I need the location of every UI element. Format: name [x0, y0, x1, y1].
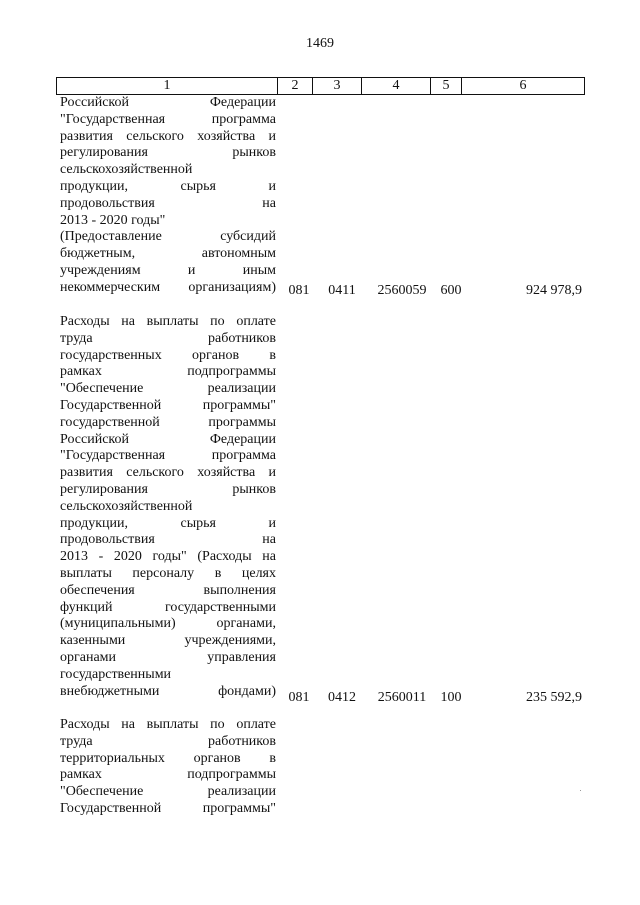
description-line: продовольствия на [60, 195, 276, 211]
description-line: развития сельского хозяйства и [60, 465, 276, 481]
scan-speck [580, 790, 581, 791]
description-line: продукции, сырья и [60, 515, 276, 531]
description-line: Российской Федерации [60, 431, 276, 447]
section-code: 0412 [328, 690, 356, 705]
description-line: "Обеспечение реализации [60, 784, 276, 800]
description-line: государственных органов в [60, 347, 276, 363]
section-code: 0411 [328, 283, 356, 298]
description-line: (Предоставление субсидий [60, 229, 276, 245]
page-number: 1469 [306, 36, 334, 51]
description-line: сельскохозяйственной [60, 162, 193, 178]
expense-type-code: 600 [440, 283, 462, 298]
column-header-5: 5 [431, 78, 462, 95]
description-line: Государственной программы" [60, 800, 276, 816]
description-line: бюджетным, автономным [60, 246, 276, 262]
target-article-code: 2560059 [377, 283, 427, 298]
row-description [60, 717, 276, 818]
description-line: рамках подпрограммы [60, 767, 276, 783]
target-article-code: 2560011 [377, 690, 427, 705]
description-line: продукции, сырья и [60, 178, 276, 194]
description-line: государственной программы [60, 414, 276, 430]
column-header-6: 6 [462, 78, 585, 95]
column-header-row [56, 77, 585, 95]
description-line: регулирования рынков [60, 481, 276, 497]
description-line: органами управления [60, 649, 276, 665]
column-header-2: 2 [278, 78, 313, 95]
glava-code: 081 [288, 690, 310, 705]
description-line: государственными [60, 666, 172, 682]
description-line: некоммерческим организациям) [60, 279, 276, 295]
description-line: регулирования рынков [60, 145, 276, 161]
description-line: территориальных органов в [60, 750, 276, 766]
description-line: "Обеспечение реализации [60, 381, 276, 397]
column-header-1: 1 [57, 78, 278, 95]
row-description [60, 314, 276, 700]
description-line: 2013 - 2020 годы" [60, 212, 166, 228]
description-line: обеспечения выполнения [60, 582, 276, 598]
description-line: Российской Федерации [60, 95, 276, 110]
description-line: "Государственная программа [60, 111, 276, 127]
row-description [60, 95, 276, 297]
description-line: функций государственными [60, 599, 276, 615]
expense-type-code: 100 [440, 690, 462, 705]
description-line: труда работников [60, 733, 276, 749]
description-line: Расходы на выплаты по оплате [60, 314, 276, 329]
amount: 235 592,9 [526, 690, 582, 705]
description-line: 2013 - 2020 годы" (Расходы на [60, 549, 276, 565]
glava-code: 081 [288, 283, 310, 298]
description-line: сельскохозяйственной [60, 498, 193, 514]
description-line: продовольствия на [60, 532, 276, 548]
description-line: Расходы на выплаты по оплате [60, 717, 276, 732]
description-line: внебюджетными фондами) [60, 683, 276, 699]
description-line: рамках подпрограммы [60, 364, 276, 380]
description-line: Государственной программы" [60, 397, 276, 413]
description-line: развития сельского хозяйства и [60, 128, 276, 144]
description-line: выплаты персоналу в целях [60, 565, 276, 581]
description-line: казенными учреждениями, [60, 633, 276, 649]
amount: 924 978,9 [526, 283, 582, 298]
column-header-4: 4 [362, 78, 431, 95]
description-line: "Государственная программа [60, 448, 276, 464]
column-header-3: 3 [313, 78, 362, 95]
description-line: труда работников [60, 330, 276, 346]
description-line: (муниципальными) органами, [60, 616, 276, 632]
description-line: учреждениям и иным [60, 262, 276, 278]
